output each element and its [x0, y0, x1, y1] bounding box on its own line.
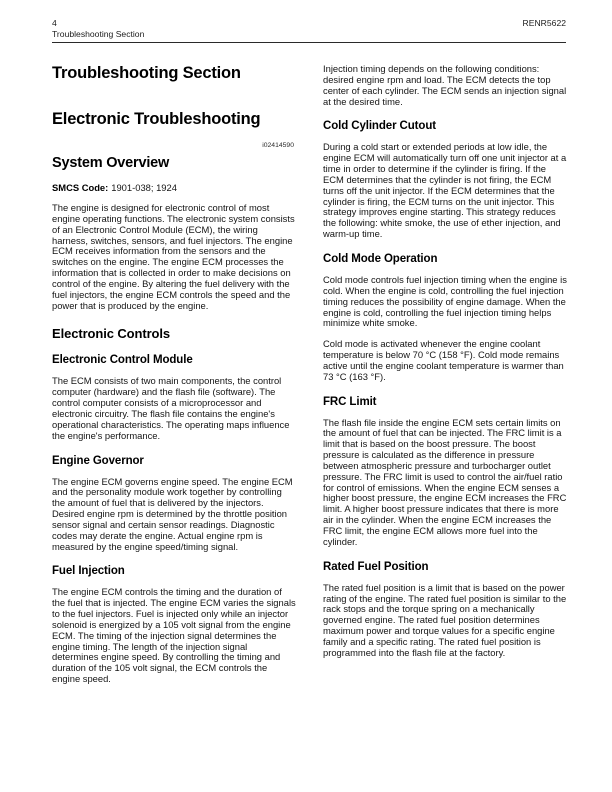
paragraph-cold-cylinder-cutout: During a cold start or extended periods at low idle, the engine ECM will automatically turn off one unit injector at a time in order to determine if the cylinder is firing. If the ECM determines that the cylinder is not firing, the ECM turns off the unit injector. If the ECM determines that the cylinder is firing, the ECM turns on the unit injector. This strategy improves engine starting. This strategy reduces the following: white smoke, the use of ether injection, and warm-up time. [323, 141, 567, 240]
header-section-title: Troubleshooting Section [52, 29, 145, 39]
paragraph-injection-timing: Injection timing depends on the following conditions: desired engine rpm and load. The ECM detects the top center of each cylinder. The ECM sends an injection signal at the desired time. [323, 63, 567, 107]
heading-electronic-control-module: Electronic Control Module [52, 354, 193, 367]
document-number: RENR5622 [522, 18, 566, 28]
subsection-heading-electronic-controls: Electronic Controls [52, 326, 171, 342]
paragraph-cold-mode-2: Cold mode is activated whenever the engine coolant temperature is below 70 °C (158 °F). Cold mode remains active until the engine coolant temperature is warmer than 73 °C (163 °F). [323, 338, 564, 382]
paragraph-engine-governor: The engine ECM governs engine speed. The engine ECM and the personality module work together by controlling the amount of fuel that is delivered by the injectors. Desired engine rpm is determined by the throttle position sensor signal and certain sensor readings. Diagnostic codes may derate the engine. Actual engine rpm is measured by the engine speed/timing signal. [52, 475, 293, 552]
smcs-code-line [52, 182, 296, 193]
paragraph-electronic-control-module: The ECM consists of two main components, the control computer (hardware) and the flash file (software). The control computer consists of a microprocessor and electronic circuitry. The flash file contains the engine's operational characteristics. The operating maps influence the engine's performance. [52, 375, 290, 441]
smcs-code-label: SMCS Code: [52, 182, 109, 193]
page-number: 4 [52, 18, 57, 28]
two-column-layout [52, 64, 566, 685]
heading-cold-cylinder-cutout: Cold Cylinder Cutout [323, 120, 436, 133]
left-column [52, 64, 296, 685]
section-heading-troubleshooting: Troubleshooting Section [52, 64, 241, 82]
heading-engine-governor: Engine Governor [52, 454, 144, 467]
paragraph-frc-limit: The flash file inside the engine ECM sets certain limits on the amount of fuel that can be injected. The FRC limit is a limit that is based on the boost pressure. The boost pressure is calculated as the difference in pressure between atmospheric pressure and turbocharger outlet pressure. The FRC limit is used to control the air/fuel ratio for control of emissions. When the engine ECM senses a higher boost pressure, the engine ECM increases the FRC limit. A higher boost pressure indicates that there is more air in the cylinder. When the engine ECM increases the FRC limit, the engine ECM allows more fuel into the cylinder. [323, 416, 567, 547]
section-heading-electronic-troubleshooting: Electronic Troubleshooting [52, 110, 261, 128]
right-column [323, 64, 567, 685]
paragraph-system-overview: The engine is designed for electronic control of most engine operating functions. The electronic system consists of an Electronic Control Module (ECM), the wiring harness, switches, sensors, and fuel injectors. The engine ECM receives information from the sensors and the switches on the engine. The engine ECM processes the information that is collected in order to make decisions on control of the engine. By altering the fuel delivery with the fuel injectors, the engine ECM controls the speed and the power that is produced by the engine. [52, 202, 295, 311]
heading-fuel-injection: Fuel Injection [52, 565, 125, 578]
paragraph-cold-mode-1: Cold mode controls fuel injection timing when the engine is cold. When the engine is cold, controlling the fuel injection timing reduces the possibility of engine damage. When the engine is cold, controlling the fuel injection timing helps minimize white smoke. [323, 273, 567, 329]
paragraph-fuel-injection: The engine ECM controls the timing and the duration of the fuel that is injected. The engine ECM varies the signals to the fuel injectors. Fuel is injected only while an injector solenoid is energized by a 105 volt signal from the engine ECM. The timing of the injection signal determines the engine timing. The length of the injection signal determines engine speed. By controlling the timing and duration of the 105 volt signal, the ECM controls the engine speed. [52, 586, 296, 685]
heading-rated-fuel-position: Rated Fuel Position [323, 560, 429, 573]
heading-cold-mode-operation: Cold Mode Operation [323, 252, 438, 265]
info-code: i02414590 [262, 142, 294, 149]
smcs-code-value: 1901-038; 1924 [111, 182, 177, 193]
topic-heading-system-overview: System Overview [52, 155, 170, 171]
page-header [52, 18, 566, 43]
paragraph-rated-fuel-position: The rated fuel position is a limit that is based on the power rating of the engine. The rated fuel position is similar to the rack stops and the torque spring on a mechanically governed engine. The rated fuel position determines maximum power and torque values for a specific engine family and a specific rating. The rated fuel position is programmed into the flash file at the factory. [323, 581, 567, 658]
heading-frc-limit: FRC Limit [323, 395, 377, 408]
